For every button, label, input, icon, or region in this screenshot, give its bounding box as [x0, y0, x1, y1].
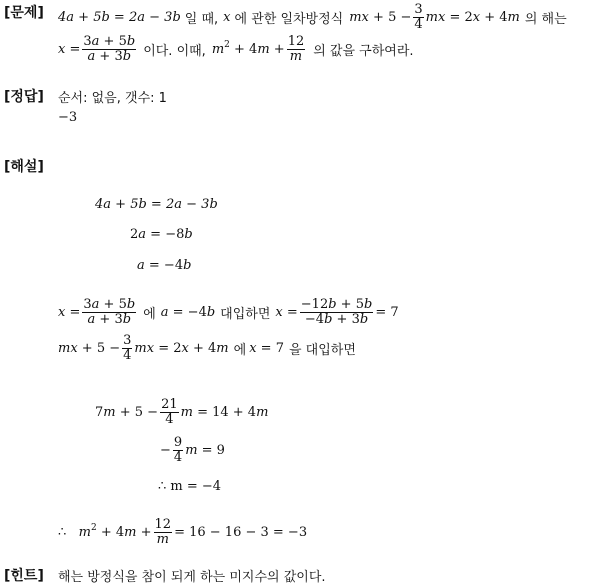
- solution-final: ∴ $m^2 + 4m$ + $\frac{12}{m}$ = 16 − 16 − 3 = −3: [58, 516, 308, 547]
- problem-text-5: 의 값을 구하여라.: [313, 43, 414, 59]
- solution-label: [해설]: [4, 159, 44, 175]
- problem-text-3: 의 해는: [524, 11, 567, 27]
- solution-sub2-text-1: 에: [233, 342, 247, 358]
- solution-eq-1: 4a + 5b = 2a − 3b: [95, 197, 218, 212]
- problem-variable-x: x: [223, 9, 231, 25]
- solution-sub2-text-2: 을 대입하면: [288, 342, 356, 358]
- answer-meta: 순서: 없음, 갯수: 1: [58, 91, 167, 106]
- problem-label: [문제]: [4, 5, 44, 21]
- solution-eq-3: a = −4b: [137, 258, 192, 273]
- answer-label: [정답]: [4, 89, 44, 105]
- hint-text: 해는 방정식을 참이 되게 하는 미지수의 값이다.: [58, 570, 326, 585]
- problem-text-1: 일 때,: [184, 11, 219, 27]
- problem-text-4: 이다. 이때,: [143, 43, 206, 59]
- problem-line-1: 4a + 5b = 2a − 3b 일 때, x 에 관한 일차방정식 mx + 5 − $\frac{3}{4}$ mx = 2x + 4m 의 해는: [58, 1, 567, 32]
- solution-substitution-2: mx + 5 − $\frac{3}{4}$ mx = 2x + 4m 에 x = 7 을 대입하면: [58, 332, 356, 363]
- solution-sub1-text-1: 에: [143, 306, 156, 322]
- solution-m-result: ∴ m = −4: [158, 479, 222, 494]
- solution-m-eq-1: 7m + 5 − $\frac{21}{4}$ m = 14 + 4m: [95, 396, 269, 427]
- hint-label: [힌트]: [4, 568, 44, 584]
- problem-equation: mx + 5 − $\frac{3}{4}$ mx = 2x + 4m: [349, 1, 520, 32]
- answer-value: −3: [58, 110, 78, 125]
- problem-solution-formula: x = $\frac{3a + 5b}{a + 3b}$: [58, 33, 136, 64]
- solution-substitution-1: x = $\frac{3a + 5b}{a + 3b}$ 에 a = −4b 대입하면 x = $\frac{-12b + 5b}{-4b + 3b}$ = 7: [58, 296, 399, 327]
- problem-target-expression: $m^2 + 4m$ + $\frac{12}{m}$: [211, 33, 305, 64]
- solution-m-eq-2: − $\frac{9}{4}$ m = 9: [160, 434, 225, 465]
- solution-sub1-text-2: 대입하면: [220, 306, 271, 322]
- problem-text-2: 에 관한 일차방정식: [234, 11, 344, 27]
- solution-eq-2: 2a = −8b: [130, 227, 193, 242]
- problem-line-2: [58, 32, 414, 66]
